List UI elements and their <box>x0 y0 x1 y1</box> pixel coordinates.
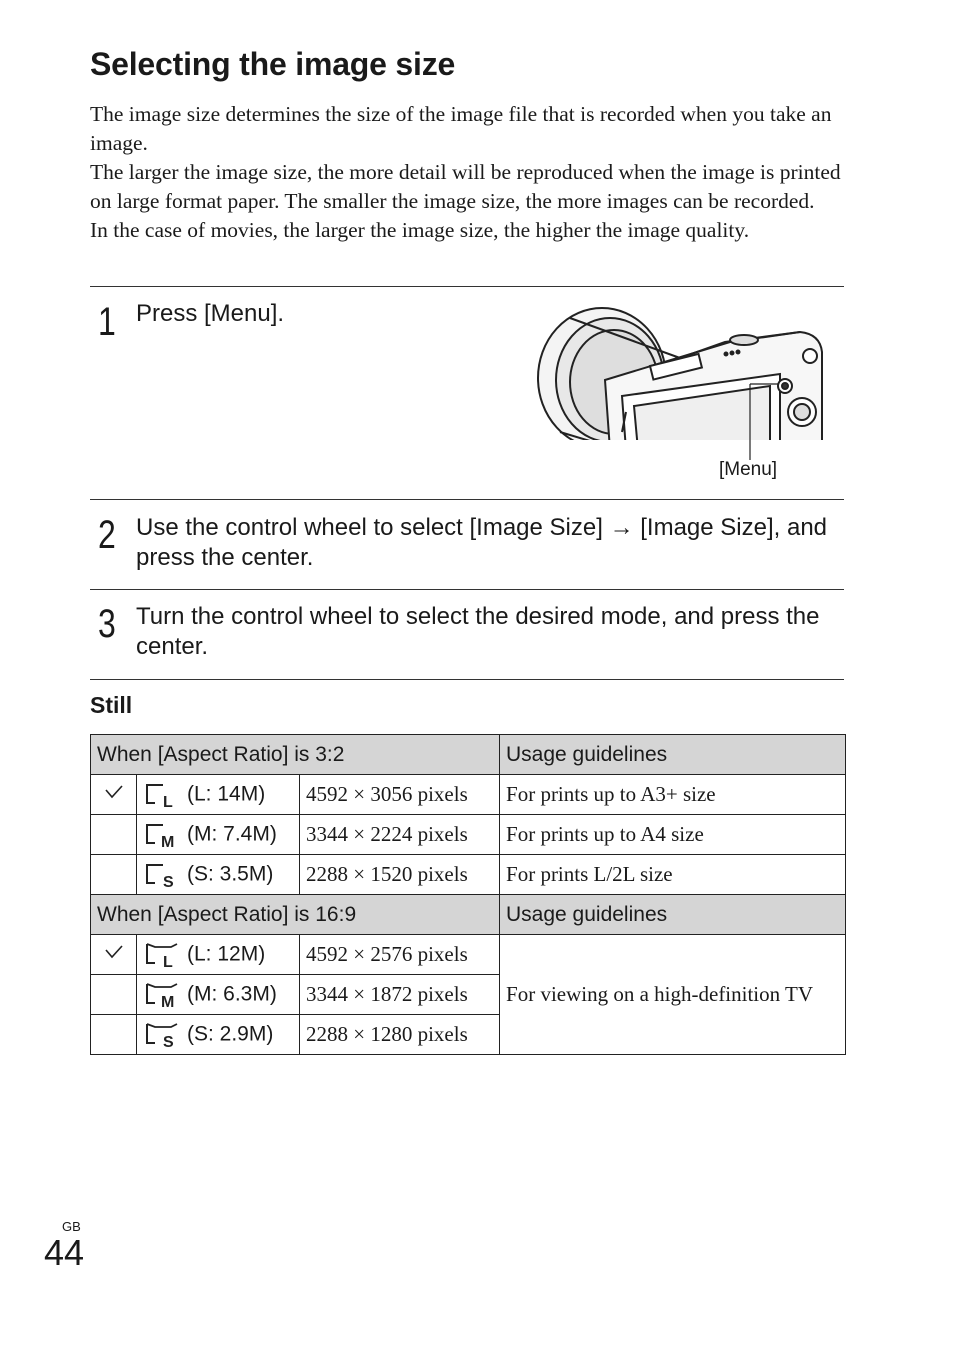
divider <box>90 679 844 680</box>
step-3-text: Turn the control wheel to select the desired mode, and press the center. <box>136 603 820 660</box>
page-title: Selecting the image size <box>90 46 456 82</box>
check-cell <box>91 815 137 855</box>
intro-paragraph: The larger the image size, the more detail will be reproduced when the image is printed on large format paper. The smaller the image size, the more images can be recorded. <box>90 160 841 213</box>
menu-button-callout: [Menu] <box>719 459 778 480</box>
intro-paragraph: The image size determines the size of the image file that is recorded when you take an image. <box>90 102 832 155</box>
table-row <box>91 775 846 815</box>
table-row <box>91 935 846 975</box>
step-2-text: Use the control wheel to select [Image Size] → [Image Size], and press the center. <box>136 514 828 571</box>
step-1-text: Press [Menu]. <box>136 300 285 327</box>
size-label: (M: 6.3M) <box>187 982 277 1006</box>
size-label: (M: 7.4M) <box>187 822 277 846</box>
svg-text:S: S <box>163 873 174 888</box>
pixels-cell: 4592 × 3056 pixels <box>300 775 500 815</box>
size-label: (S: 2.9M) <box>187 1022 274 1046</box>
pixels-cell: 3344 × 2224 pixels <box>300 815 500 855</box>
aspect-ratio-16x9-header: When [Aspect Ratio] is 16:9 <box>91 895 500 935</box>
table-row <box>91 815 846 855</box>
size-cell <box>137 775 300 815</box>
size-cell <box>137 855 300 895</box>
pixels-cell: 2288 × 1280 pixels <box>300 1015 500 1055</box>
divider <box>90 286 844 287</box>
image-size-M-3x2-icon <box>143 822 179 848</box>
usage-cell: For viewing on a high-definition TV <box>500 935 846 1055</box>
size-cell <box>137 935 300 975</box>
usage-cell: For prints L/2L size <box>500 855 846 895</box>
image-size-table <box>90 734 846 1055</box>
default-check-icon <box>91 935 137 975</box>
image-size-L-3x2-icon <box>143 782 179 808</box>
check-cell <box>91 855 137 895</box>
usage-cell: For prints up to A3+ size <box>500 775 846 815</box>
pixels-cell: 2288 × 1520 pixels <box>300 855 500 895</box>
step-3-number: 3 <box>98 602 116 646</box>
table-row <box>91 855 846 895</box>
size-label: (L: 14M) <box>187 782 266 806</box>
size-label: (S: 3.5M) <box>187 862 274 886</box>
divider <box>90 499 844 500</box>
image-size-S-3x2-icon <box>143 862 179 888</box>
svg-text:L: L <box>163 793 173 808</box>
check-cell <box>91 975 137 1015</box>
size-cell <box>137 815 300 855</box>
check-cell <box>91 1015 137 1055</box>
intro-paragraph: In the case of movies, the larger the image size, the higher the image quality. <box>90 218 750 242</box>
section-heading: Still <box>90 692 133 718</box>
table-header-row <box>91 735 846 775</box>
size-cell <box>137 1015 300 1055</box>
usage-header: Usage guidelines <box>500 735 846 775</box>
pixels-cell: 3344 × 1872 pixels <box>300 975 500 1015</box>
image-size-S-16x9-icon <box>143 1022 179 1048</box>
camera-illustration <box>530 300 830 465</box>
usage-header: Usage guidelines <box>500 895 846 935</box>
aspect-ratio-3x2-header: When [Aspect Ratio] is 3:2 <box>91 735 500 775</box>
size-cell <box>137 975 300 1015</box>
pixels-cell: 4592 × 2576 pixels <box>300 935 500 975</box>
svg-text:M: M <box>161 833 175 848</box>
svg-text:M: M <box>161 993 175 1008</box>
usage-cell: For prints up to A4 size <box>500 815 846 855</box>
divider <box>90 589 844 590</box>
default-check-icon <box>91 775 137 815</box>
image-size-M-16x9-icon <box>143 982 179 1008</box>
intro-text <box>90 100 850 245</box>
svg-text:S: S <box>163 1033 174 1048</box>
step-2-number: 2 <box>98 513 116 557</box>
region-code: GB <box>62 1219 81 1234</box>
page-number: 44 <box>44 1232 85 1273</box>
table-header-row <box>91 895 846 935</box>
image-size-L-16x9-icon <box>143 942 179 968</box>
size-label: (L: 12M) <box>187 942 266 966</box>
svg-text:L: L <box>163 953 173 968</box>
step-1-number: 1 <box>98 300 116 344</box>
